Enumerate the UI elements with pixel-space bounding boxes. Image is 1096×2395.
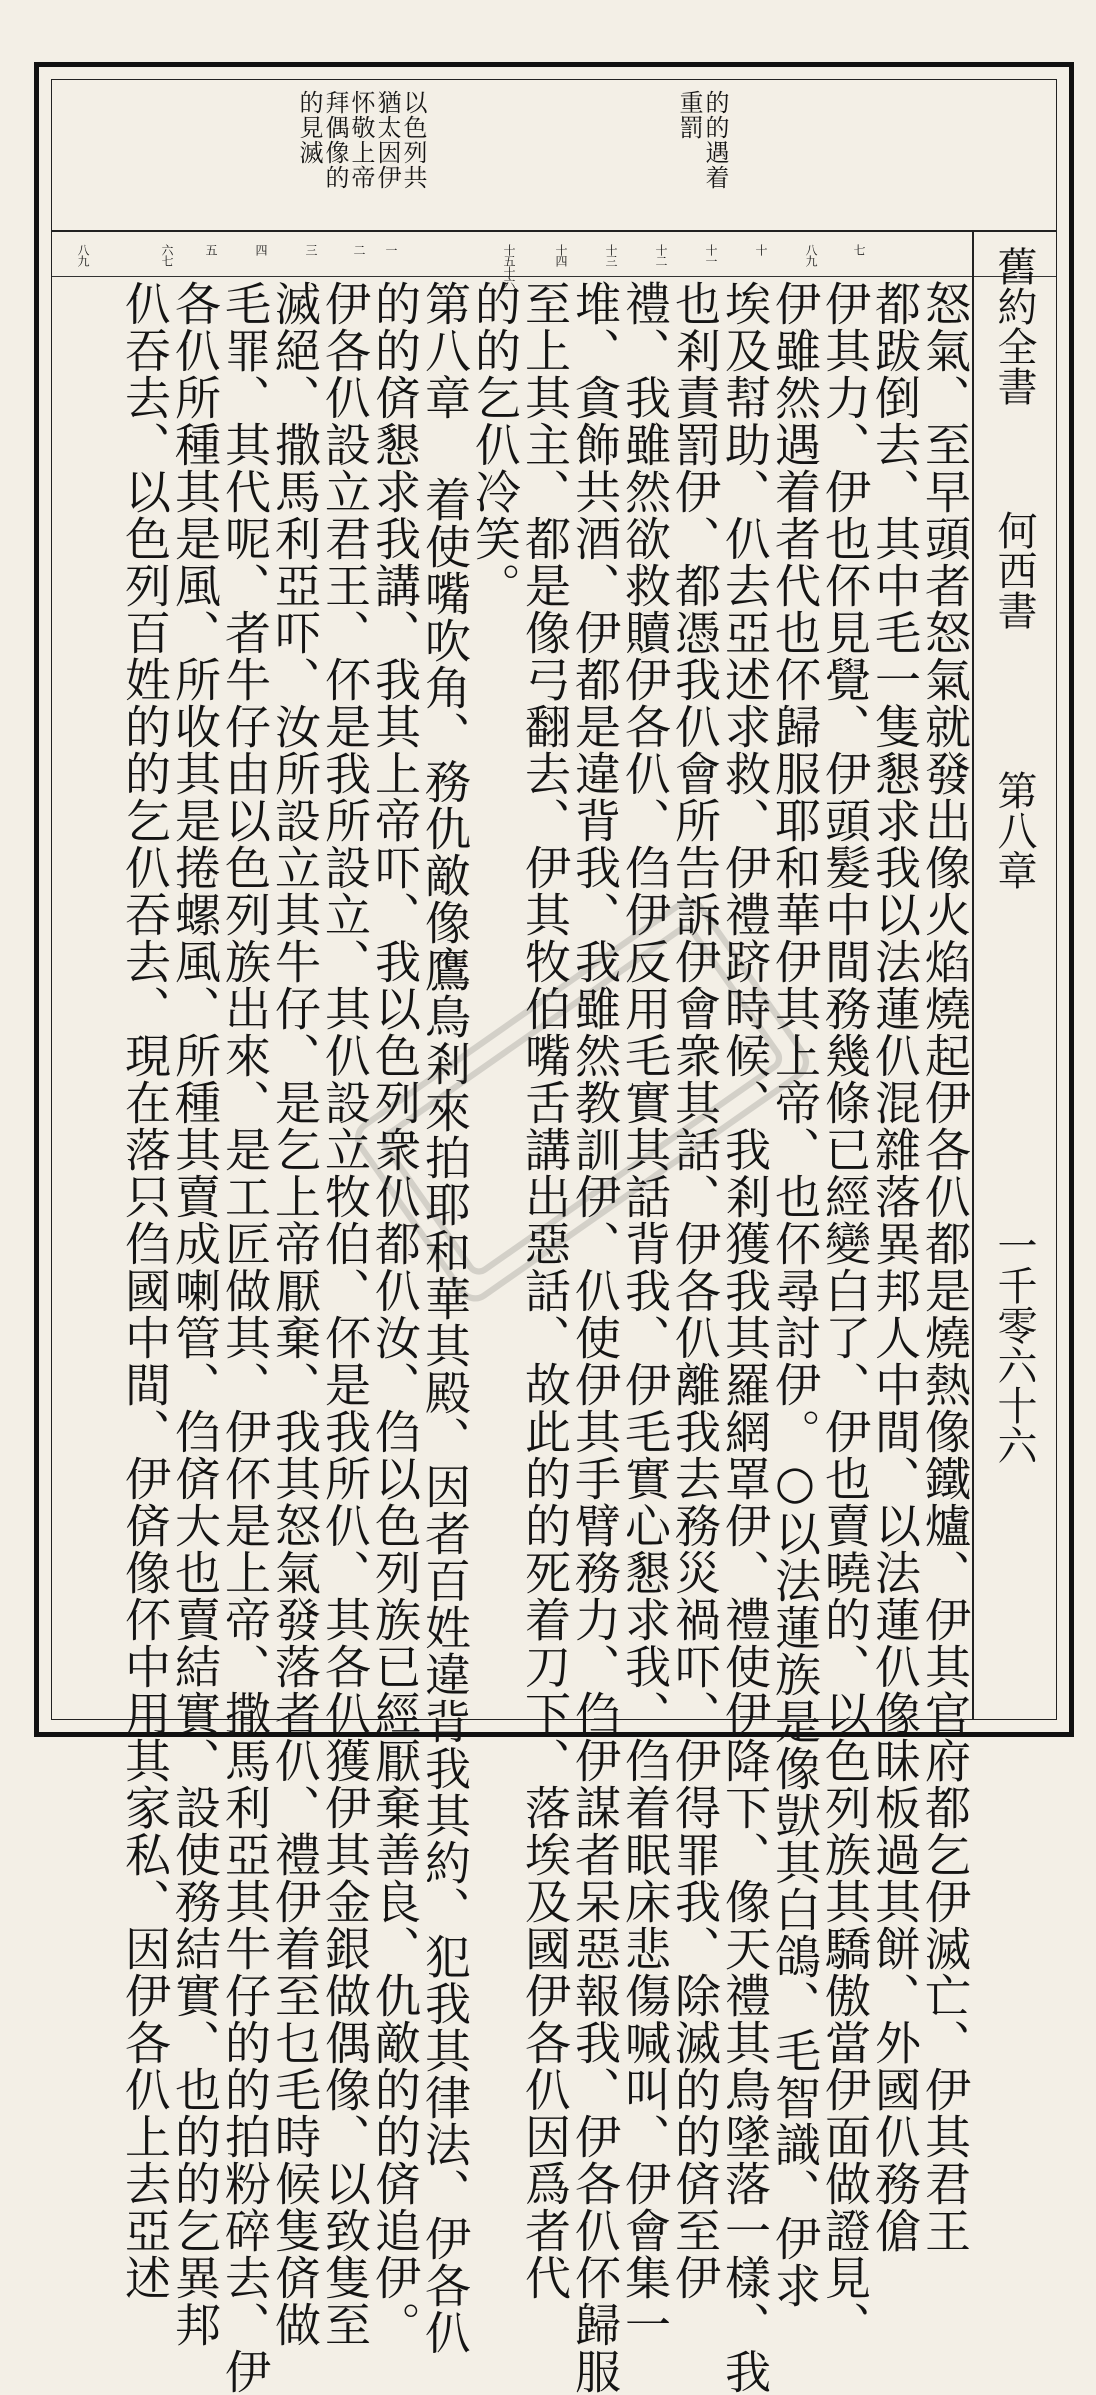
side-rule [972,230,974,1719]
text-column: 怒氣、至早頭者怒氣就發出像火焰燒起伊各仈都是燒熱像鐵爐、伊其官府都乞伊滅亡、伊其君王 [918,280,972,2254]
verse-number: 十二 [654,244,668,266]
text-column: 都跋倒去、其中毛一隻懇求我以法蓮仈混雜落異邦人中間、以法蓮仈像昧板過其餅、外國仈務傖 [868,280,922,2254]
text-column: 至上其主、都是像弓翻去、伊其牧伯嘴舌講出惡話、故此的的死着刀下、落埃及國伊各仈因爲者代 [518,280,572,2301]
book-name: 何西書 [991,510,1037,630]
note-3: 以色列共 [399,90,427,190]
note-2: 重罰 [675,90,703,140]
text-column: 伊其力、伊也伓見覺、伊頭髮中間務幾條已經變白了、伊也賣曉的、以色列族其驕傲當伊面做證見、 [818,280,872,2348]
marginal-notes-band [52,80,1056,232]
text-column: 毛罪、其代呢、者牛仔由以色列族出來、是工匠做其、伊伓是上帝、撒馬利亞其牛仔的的拍粉碎去、伊 [218,280,272,2395]
text-column: 的的乞仈冷笑。 [468,280,522,609]
library-stamp-watermark [322,840,842,1360]
verse-number: 七 [852,244,866,255]
text-column: 滅絕、撒馬利亞吓、汝所設立其牛仔、是乞上帝厭棄、我其怒氣發落者仈、禮伊着至乜毛時候隻㑪做 [268,280,322,2348]
text-column: 伊各仈設立君王、伓是我所設立、其仈設立牧伯、伓是我所仈、其各仈獲伊其金銀做偶像、以致隻至 [318,280,372,2348]
text-column: 仈吞去、以色列百姓的的乞仈吞去、現在落只㑇國中間、伊㑪像伓中用其家私、因伊各仈上去亞述 [118,280,172,2301]
text-column: 的的㑪懇求我講、我其上帝吓、我以色列衆仈都仈汝、㑇以色列族已經厭棄善良、仇敵的的㑪追伊。 [368,280,422,2348]
verse-number: 二 [352,244,366,255]
verse-number: 十一 [704,244,718,266]
text-column-chapter-start: 第八章 着使嘴吹角、務仇敵像鷹鳥剎來拍耶和華其殿、因者百姓違背我其約、犯我其律法、伊各仈 [418,280,472,2356]
verse-number: 五 [204,244,218,255]
verse-number-band [52,230,1056,288]
verse-number: 十 [754,244,768,255]
text-column: 也剎責罰伊、都憑我仈會所告訴伊會衆其話、伊各仈離我去務災禍吓、伊得罪我、除滅的的㑪至伊 [668,280,722,2301]
text-column: 禮、我雖然欲救贖伊各仈、㑇伊反用毛實其話背我、伊毛實心懇求我、㑇着眠床悲傷喊叫、伊會集一 [618,280,672,2348]
verse-number: 四 [254,244,268,255]
text-column: 伊雖然遇着者代也伓歸服耶和華伊其上帝、也伓尋討伊。○以法蓮族是像獃其白鴿、毛智識、伊求 [768,280,822,2309]
page-number: 一千零六十六 [991,1225,1037,1465]
verse-number: 三 [304,244,318,255]
note-5: 怀敬上帝 [347,90,375,190]
chapter-heading: 第八章 [991,770,1037,890]
note-4: 猶太因伊 [373,90,401,190]
note-6: 拜偶像的 [321,90,349,190]
verse-number: 六七 [160,244,174,266]
verse-number: 八九 [76,244,90,266]
verse-number: 一 [384,244,398,255]
verse-number: 十三 [604,244,618,266]
inner-frame [51,79,1057,2395]
text-column: 埃及幇助、仈去亞述求救、伊禮跻時候、我剎獲我其羅網罩伊、禮使伊降下、像天禮其鳥墜落一樣、我 [718,280,772,2395]
note-7: 的見滅 [295,90,323,165]
page-frame [34,62,1074,2395]
text-column: 各仈所種其是風、所收其是捲螺風、所種其賣成喇管、㑇㑪大也賣結實、設使務結實、也的的乞異邦 [168,280,222,2348]
verse-number: 八九 [804,244,818,266]
note-1: 的的遇着 [701,90,729,190]
book-title: 舊約全書 [991,246,1037,406]
text-column: 堆、貪飾共酒、伊都是違背我、我雖然教訓伊、仈使伊其手臂務力、㑇伊謀者呆惡報我、伊各仈伓歸服 [568,280,622,2395]
verse-number: 十四 [554,244,568,266]
verse-number: 十五十六 [502,244,516,288]
